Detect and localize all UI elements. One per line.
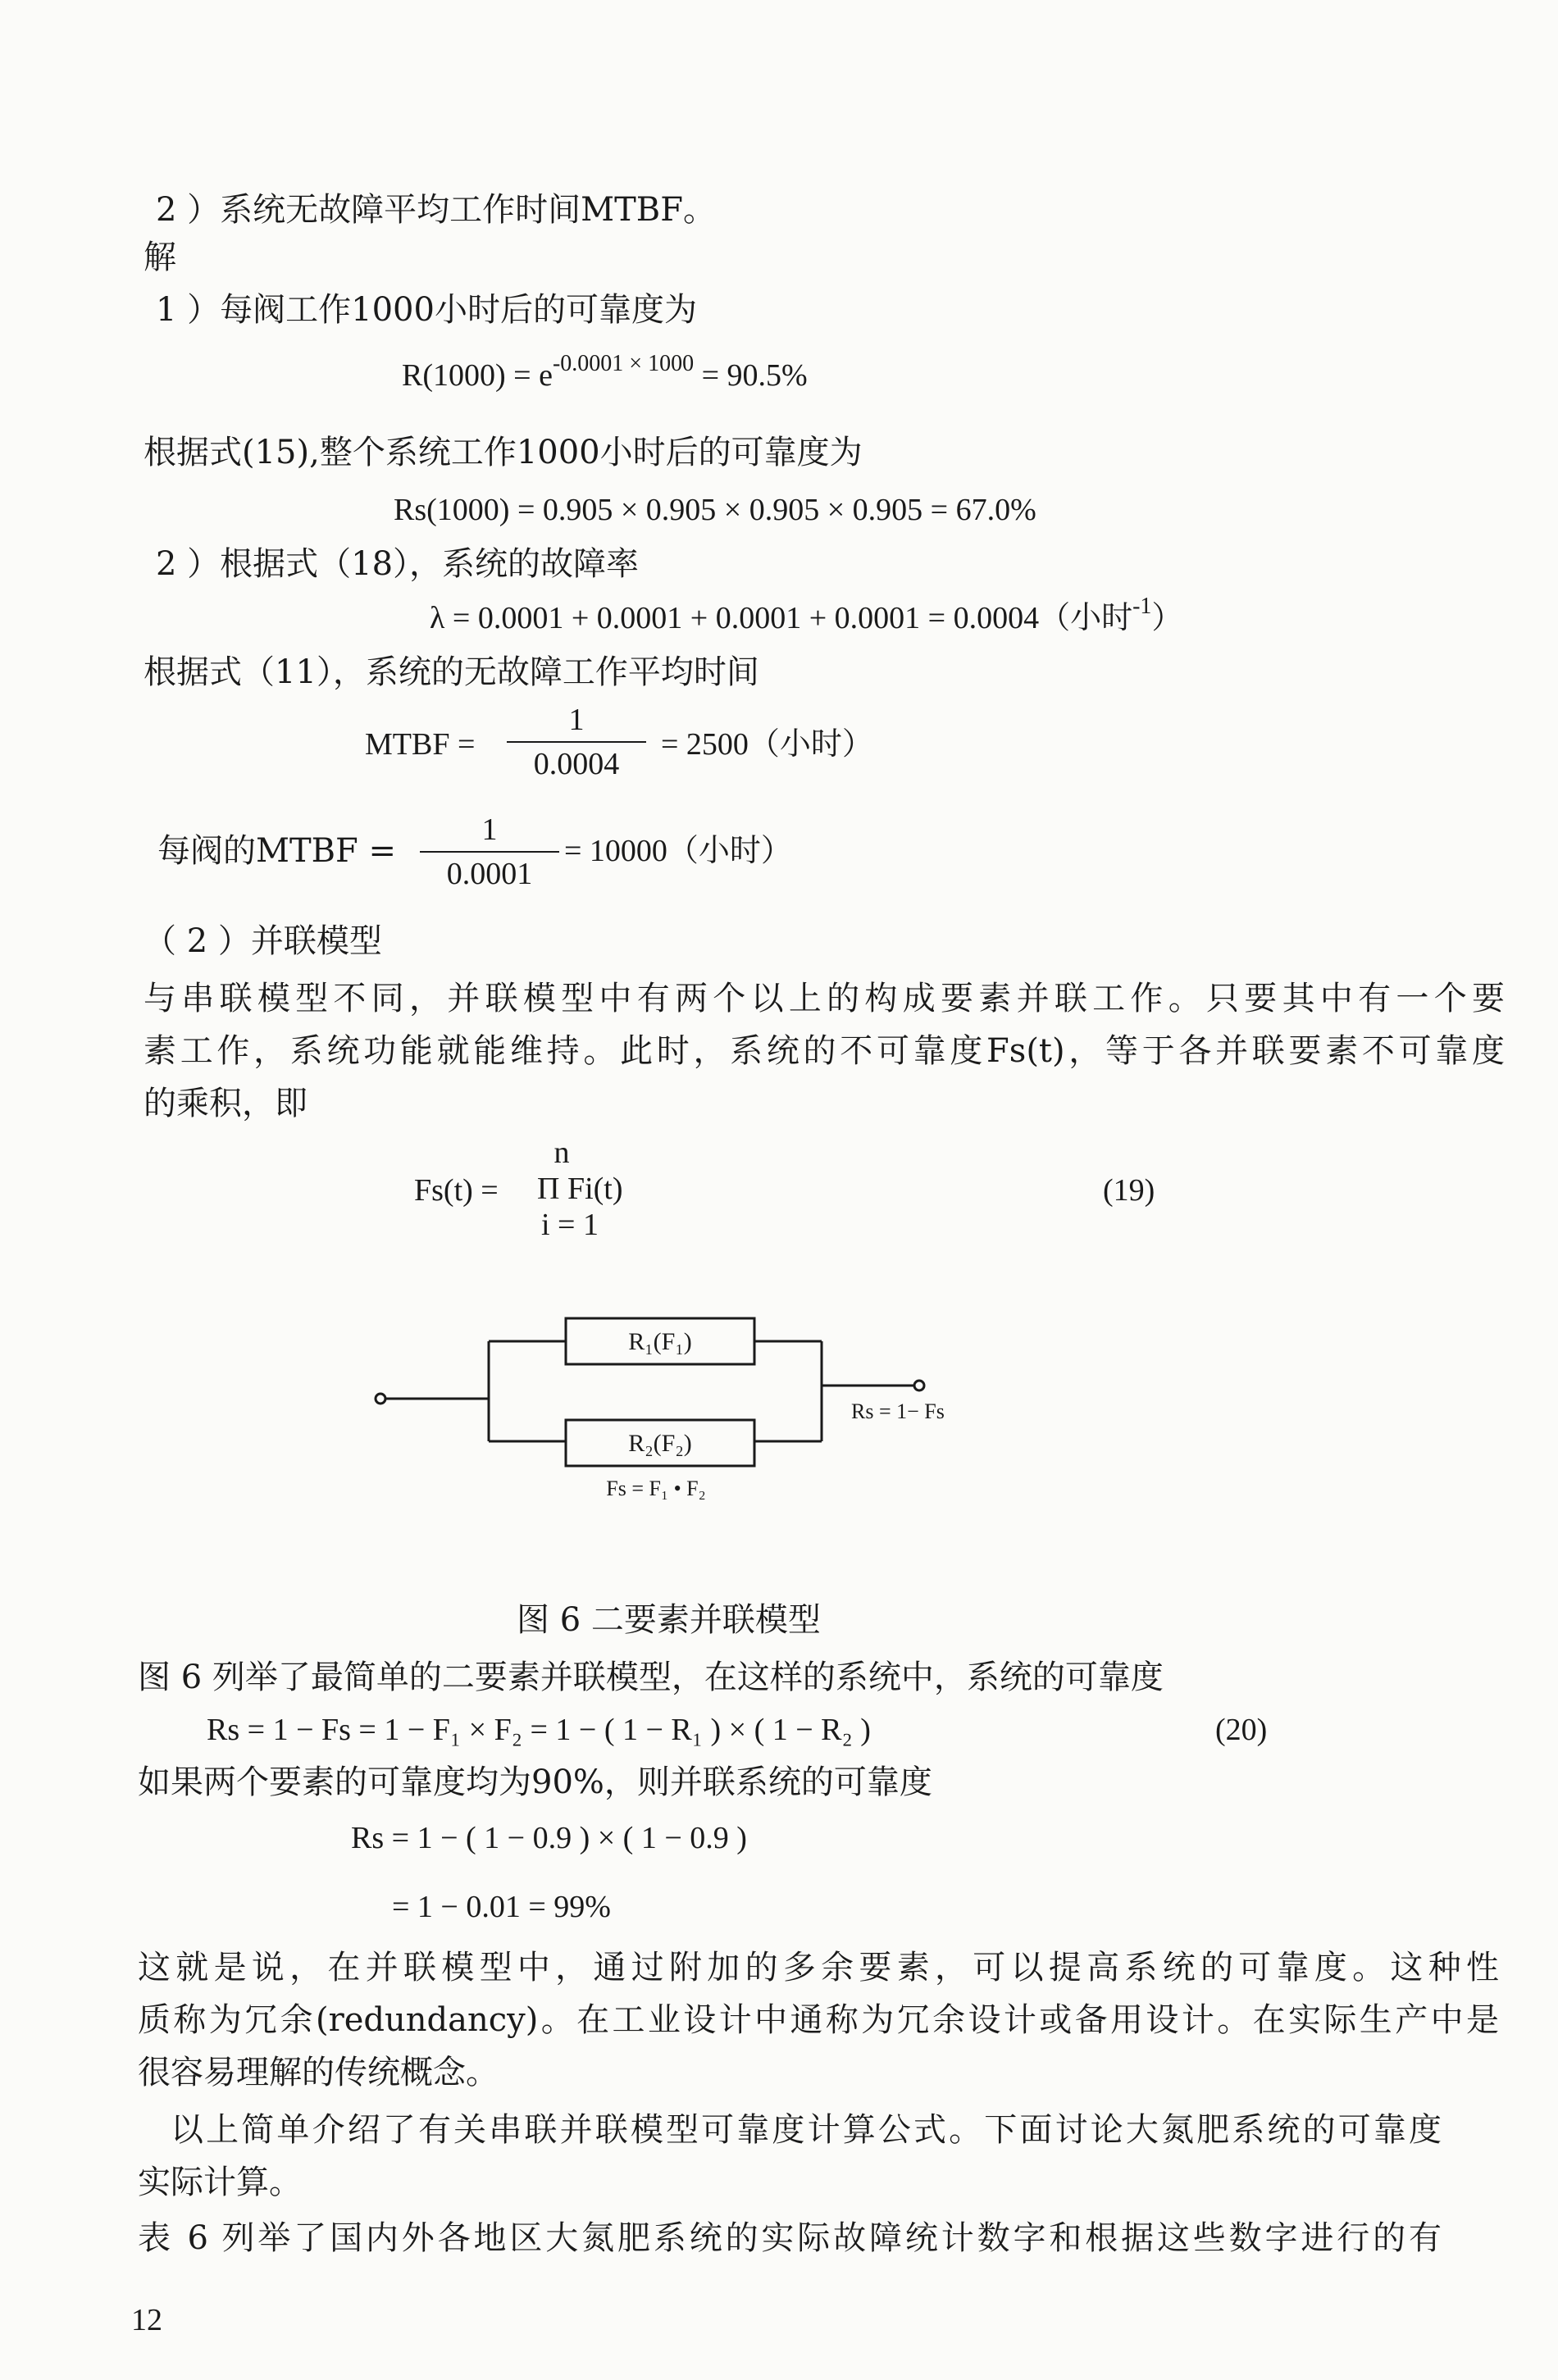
paragraph-redundancy [138, 1941, 1499, 2099]
paragraph-line: 的乘积，即 [144, 1085, 308, 1122]
mtbf-fraction [507, 702, 646, 782]
paragraph-line: 素工作，系统功能就能维持。此时，系统的不可靠度Fs(t)，等于各并联要素不可靠度 [144, 1032, 1505, 1070]
output-reliability-label: Rs = 1− Fs [851, 1399, 945, 1423]
paragraph-parallel-intro [144, 972, 1505, 1130]
element-label-2: R₂(F₂) [628, 1430, 692, 1457]
equation-r1000-exponent: -0.0001 × 1000 [552, 351, 695, 376]
paragraph-summary [138, 2104, 1442, 2209]
element-label-1: R₁(F₁) [628, 1328, 692, 1355]
paragraph-line: 表 6 列举了国内外各地区大氮肥系统的实际故障统计数字和根据这些数字进行的有 [138, 2219, 1442, 2257]
valve-mtbf-result: = 10000（小时） [564, 834, 792, 868]
equation-lambda-close: ） [1151, 601, 1183, 635]
valve-mtbf-numerator: 1 [481, 812, 498, 847]
eq20-number: (20) [1215, 1713, 1268, 1747]
figure-caption: 图 6 二要素并联模型 [517, 1601, 821, 1639]
valve-mtbf-denominator: 0.0001 [446, 857, 533, 891]
example-equation-1: Rs = 1 − ( 1 − 0.9 ) × ( 1 − 0.9 ) [351, 1821, 747, 1855]
eq19-operator: Π Fi(t) [537, 1172, 623, 1206]
parallel-model-heading: （ 2 ）并联模型 [144, 922, 382, 960]
eq19-lhs: Fs(t) = [414, 1173, 499, 1208]
equation-r1000 [402, 351, 808, 398]
fraction-bar [507, 741, 646, 743]
paragraph-line: 这就是说，在并联模型中，通过附加的多余要素，可以提高系统的可靠度。这种性 [138, 1949, 1499, 1986]
example-equation-2: = 1 − 0.01 = 99% [392, 1890, 611, 1924]
mtbf-denominator: 0.0004 [533, 747, 620, 781]
valve-mtbf-lhs: 每阀的MTBF = [157, 832, 397, 870]
paragraph-line: 质称为冗余(redundancy)。在工业设计中通称为冗余设计或备用设计。在实际生产中是 [138, 2001, 1499, 2039]
mtbf-lhs: MTBF = [365, 727, 476, 762]
page-number: 12 [131, 2303, 162, 2337]
eq19-number: (19) [1103, 1173, 1155, 1208]
paragraph-line: 以上简单介绍了有关串联并联模型可靠度计算公式。下面讨论大氮肥系统的可靠度 [171, 2111, 1442, 2149]
figure6-description: 图 6 列举了最简单的二要素并联模型，在这样的系统中，系统的可靠度 [138, 1659, 1164, 1696]
formula-11-text: 根据式（11），系统的无故障工作平均时间 [144, 653, 759, 691]
paragraph-line: 与串联模型不同，并联模型中有两个以上的构成要素并联工作。只要其中有一个要 [144, 980, 1505, 1017]
valve-mtbf-fraction [420, 812, 559, 892]
equation-lambda [430, 594, 1183, 641]
fraction-bar [420, 851, 559, 853]
item-2-heading: 2 ）系统无故障平均工作时间MTBF。 [156, 191, 716, 229]
eq20: Rs = 1 − Fs = 1 − F₁ × F₂ = 1 − ( 1 − R₁ ) × ( 1 − R₂ ) [207, 1713, 871, 1747]
equation-rs1000: Rs(1000) = 0.905 × 0.905 × 0.905 × 0.905 = 67.0% [394, 493, 1036, 527]
failure-product-label: Fs = F₁ • F₂ [606, 1477, 706, 1500]
eq19-product [537, 1135, 726, 1243]
parallel-model-diagram [369, 1287, 1025, 1517]
mtbf-result: = 2500（小时） [661, 727, 873, 762]
step-1-text: 1 ）每阀工作1000小时后的可靠度为 [156, 291, 697, 329]
equation-lambda-exponent: -1 [1132, 594, 1152, 619]
example-text: 如果两个要素的可靠度均为90%，则并联系统的可靠度 [138, 1763, 932, 1801]
equation-r1000-result: = 90.5% [701, 358, 808, 393]
paragraph-line: 实际计算。 [138, 2164, 302, 2201]
output-terminal [914, 1381, 924, 1390]
solution-label: 解 [144, 239, 176, 276]
eq19-lower-limit: i = 1 [541, 1208, 599, 1242]
formula-15-text: 根据式(15),整个系统工作1000小时后的可靠度为 [144, 434, 863, 471]
equation-lambda-body: λ = 0.0001 + 0.0001 + 0.0001 + 0.0001 = 0.0004（小时 [430, 601, 1133, 635]
step-2-text: 2 ）根据式（18），系统的故障率 [156, 545, 640, 583]
input-terminal [376, 1394, 385, 1404]
paragraph-line: 很容易理解的传统概念。 [138, 2054, 499, 2091]
equation-r1000-base: R(1000) = e [402, 358, 553, 393]
eq19-upper-limit: n [554, 1135, 570, 1170]
mtbf-numerator: 1 [568, 703, 585, 737]
paragraph-table6 [138, 2212, 1442, 2264]
